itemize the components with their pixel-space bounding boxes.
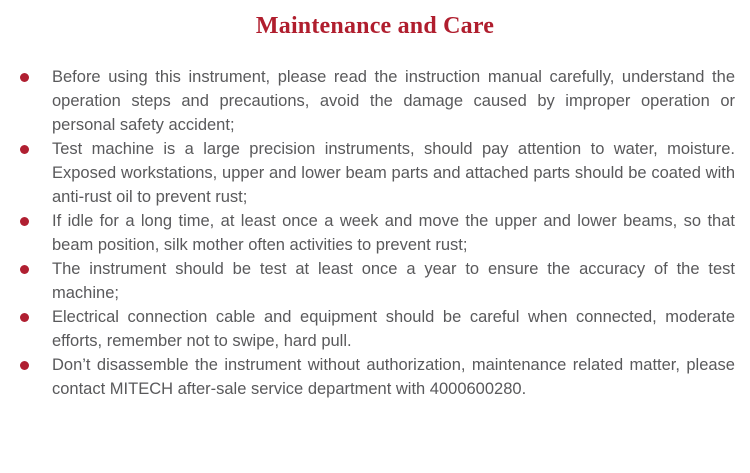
list-item-text: If idle for a long time, at least once a week and move the upper and lower beams, so that beam position, silk mother often activities to prevent rust; (52, 212, 735, 254)
list-item (20, 353, 735, 401)
list-item (20, 209, 735, 257)
list-item-text: Electrical connection cable and equipment should be careful when connected, moderate efforts, remember not to swipe, hard pull. (52, 308, 735, 350)
bullet-icon (20, 313, 29, 322)
bullet-cell (20, 305, 52, 322)
bullet-icon (20, 265, 29, 274)
list-item-text: Before using this instrument, please read the instruction manual carefully, understand the operation steps and precautions, avoid the damage caused by improper operation or personal safety accident; (52, 68, 735, 134)
list-item (20, 137, 735, 209)
bullet-cell (20, 353, 52, 370)
list-item (20, 257, 735, 305)
page-title: Maintenance and Care (255, 13, 495, 39)
list-item-text: The instrument should be test at least once a year to ensure the accuracy of the test machine; (52, 260, 735, 302)
list-item-text: Don’t disassemble the instrument without authorization, maintenance related matter, please contact MITECH after-sale service department with 4000600280. (52, 356, 735, 398)
bullet-cell (20, 209, 52, 226)
bullet-cell (20, 137, 52, 154)
list-item (20, 65, 735, 137)
list-item (20, 305, 735, 353)
bullet-icon (20, 73, 29, 82)
bullet-icon (20, 145, 29, 154)
bullet-icon (20, 361, 29, 370)
maintenance-list (0, 65, 750, 401)
bullet-cell (20, 257, 52, 274)
bullet-icon (20, 217, 29, 226)
list-item-text: Test machine is a large precision instruments, should pay attention to water, moisture. Exposed workstations, upper and lower beam parts and attached parts should be coated with anti-rust oil to prevent rust; (52, 140, 735, 206)
bullet-cell (20, 65, 52, 82)
